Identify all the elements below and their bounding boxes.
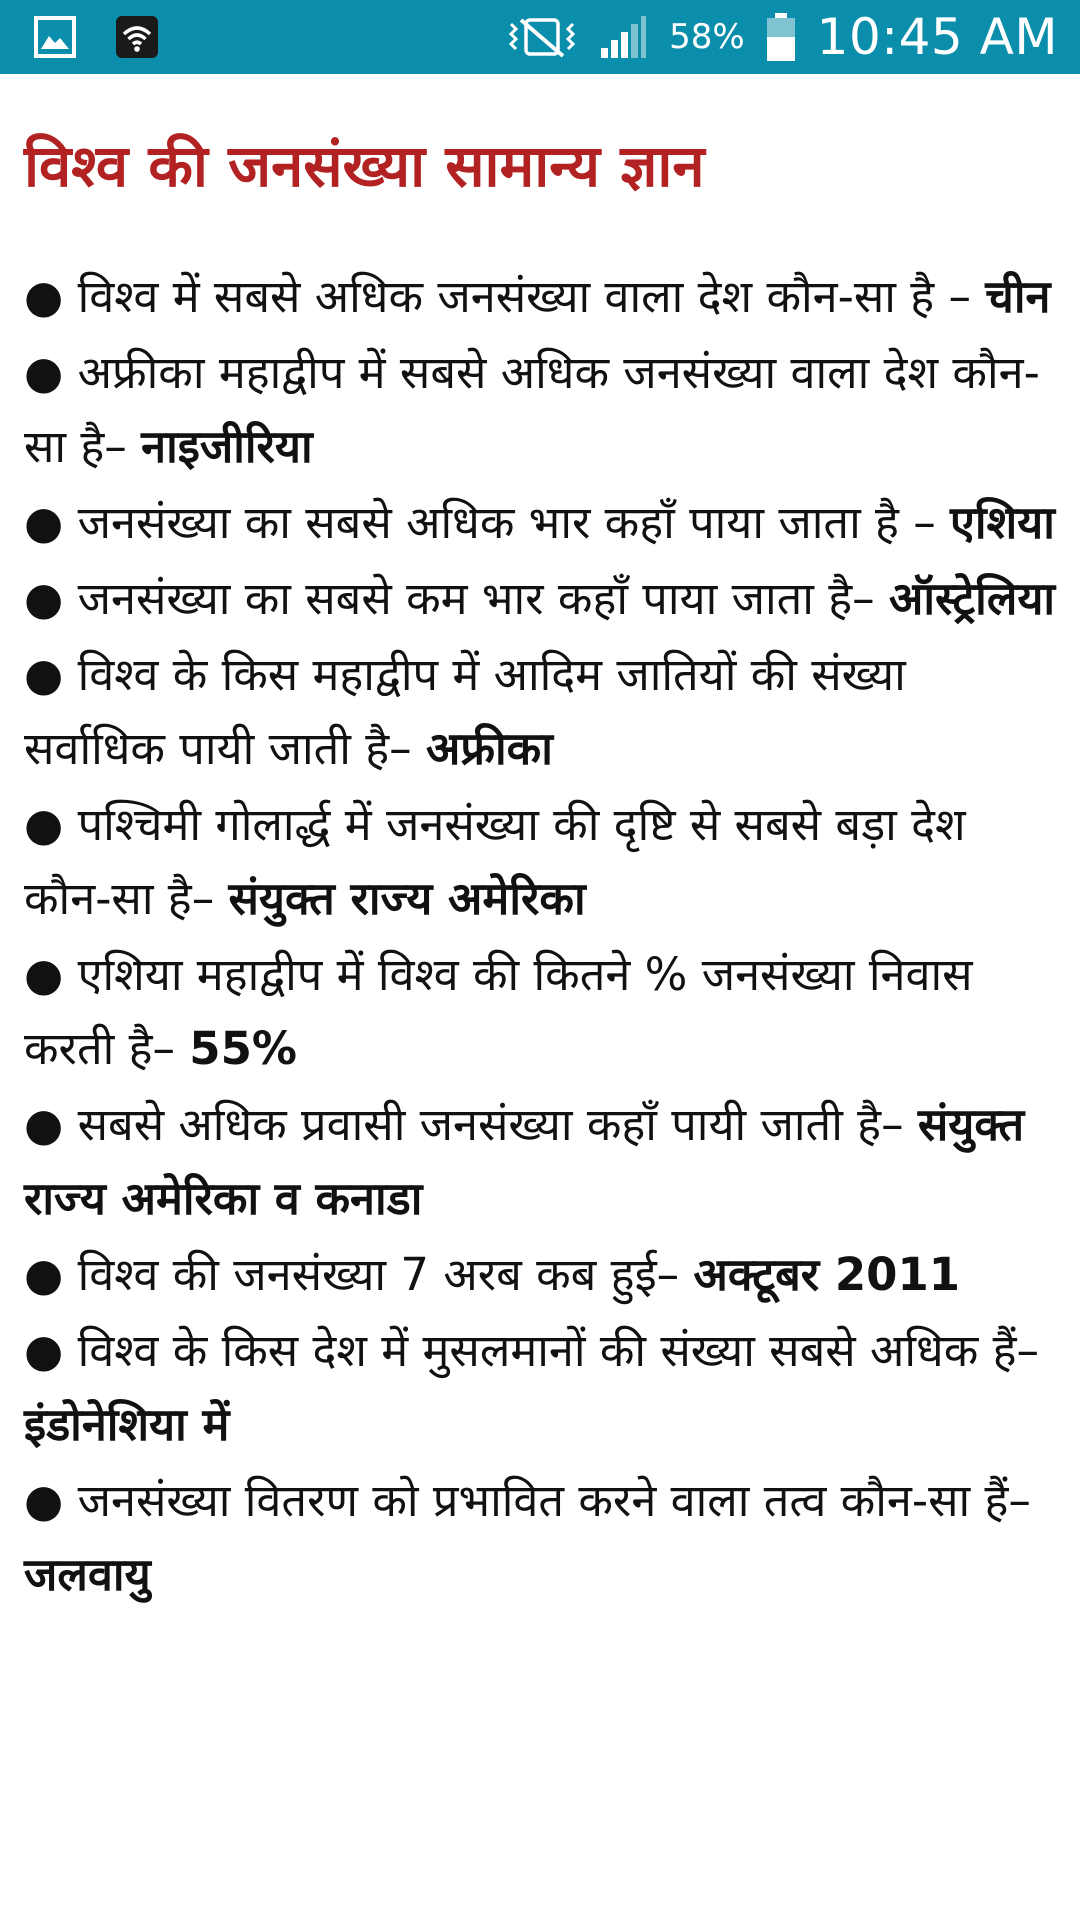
separator-dash: – — [898, 495, 951, 549]
question-text: जनसंख्या वितरण को प्रभावित करने वाला तत्व कौन-सा हैं — [77, 1473, 1009, 1527]
list-item — [24, 562, 1058, 636]
separator-dash: – — [104, 419, 142, 473]
question-text: विश्व के किस महाद्वीप में आदिम जातियों की संख्या सर्वाधिक पायी जाती है — [24, 647, 906, 775]
answer-text: ऑस्ट्रेलिया — [888, 571, 1056, 625]
gallery-icon — [34, 16, 76, 58]
list-item — [24, 788, 1058, 936]
clock: 10:45 AM — [816, 8, 1058, 66]
bullet-icon: ● — [24, 647, 64, 701]
list-item — [24, 1464, 1058, 1612]
bullet-icon: ● — [24, 1473, 64, 1527]
separator-dash: – — [152, 1021, 190, 1075]
separator-dash: – — [656, 1247, 694, 1301]
list-item — [24, 938, 1058, 1086]
wifi-hotspot-icon — [116, 16, 158, 58]
list-item — [24, 260, 1058, 334]
answer-text: इंडोनेशिया में — [24, 1397, 230, 1451]
separator-dash: – — [1016, 1323, 1039, 1377]
separator-dash: – — [852, 571, 889, 625]
bullet-icon: ● — [24, 571, 64, 625]
article-content — [24, 74, 1058, 1614]
answer-text: संयुक्त राज्य अमेरिका — [228, 871, 586, 925]
answer-text: अक्टूबर 2011 — [693, 1247, 961, 1301]
question-text: अफ्रीका महाद्वीप में सबसे अधिक जनसंख्या वाला देश कौन-सा है — [24, 345, 1040, 473]
separator-dash: – — [389, 721, 426, 775]
answer-text: अफ्रीका — [425, 721, 553, 775]
status-bar — [0, 0, 1080, 74]
bullet-icon: ● — [24, 269, 64, 323]
bullet-icon: ● — [24, 1323, 64, 1377]
bullet-icon: ● — [24, 1247, 64, 1301]
separator-dash: – — [934, 269, 986, 323]
question-text: सबसे अधिक प्रवासी जनसंख्या कहाँ पायी जाती है — [77, 1097, 882, 1151]
question-text: विश्व में सबसे अधिक जनसंख्या वाला देश कौन-सा है — [77, 269, 935, 323]
question-text: पश्चिमी गोलार्द्ध में जनसंख्या की दृष्टि से सबसे बड़ा देश कौन-सा है — [24, 797, 966, 925]
separator-dash: – — [191, 871, 229, 925]
question-text: विश्व के किस देश में मुसलमानों की संख्या सबसे अधिक हैं — [77, 1323, 1017, 1377]
battery-icon — [767, 13, 795, 61]
answer-text: 55% — [189, 1021, 298, 1075]
bullet-icon: ● — [24, 947, 64, 1001]
question-text: जनसंख्या का सबसे कम भार कहाँ पाया जाता है — [77, 571, 853, 625]
bullet-icon: ● — [24, 345, 64, 399]
answer-text: एशिया — [950, 495, 1055, 549]
battery-percent: 58% — [669, 17, 745, 57]
separator-dash: – — [1008, 1473, 1031, 1527]
signal-strength-icon — [599, 14, 647, 60]
list-item — [24, 638, 1058, 786]
question-text: जनसंख्या का सबसे अधिक भार कहाँ पाया जाता है — [77, 495, 899, 549]
status-left-icons — [34, 16, 158, 58]
qa-list — [24, 260, 1058, 1612]
status-right-icons — [507, 8, 1058, 66]
page-title: विश्व की जनसंख्या सामान्य ज्ञान — [24, 132, 705, 200]
answer-text: जलवायु — [24, 1547, 151, 1601]
answer-text: नाइजीरिया — [141, 419, 313, 473]
list-item — [24, 336, 1058, 484]
separator-dash: – — [881, 1097, 918, 1151]
answer-text: चीन — [985, 269, 1051, 323]
list-item — [24, 1238, 1058, 1312]
bullet-icon: ● — [24, 1097, 64, 1151]
question-text: एशिया महाद्वीप में विश्व की कितने % जनसंख्या निवास करती है — [24, 947, 973, 1075]
bullet-icon: ● — [24, 495, 64, 549]
mute-vibrate-icon — [507, 14, 577, 60]
list-item — [24, 1314, 1058, 1462]
question-text: विश्व की जनसंख्या 7 अरब कब हुई — [77, 1247, 657, 1301]
answer-text: संयुक्त राज्य अमेरिका व कनाडा — [24, 1097, 1025, 1225]
list-item — [24, 1088, 1058, 1236]
bullet-icon: ● — [24, 797, 64, 851]
list-item — [24, 486, 1058, 560]
